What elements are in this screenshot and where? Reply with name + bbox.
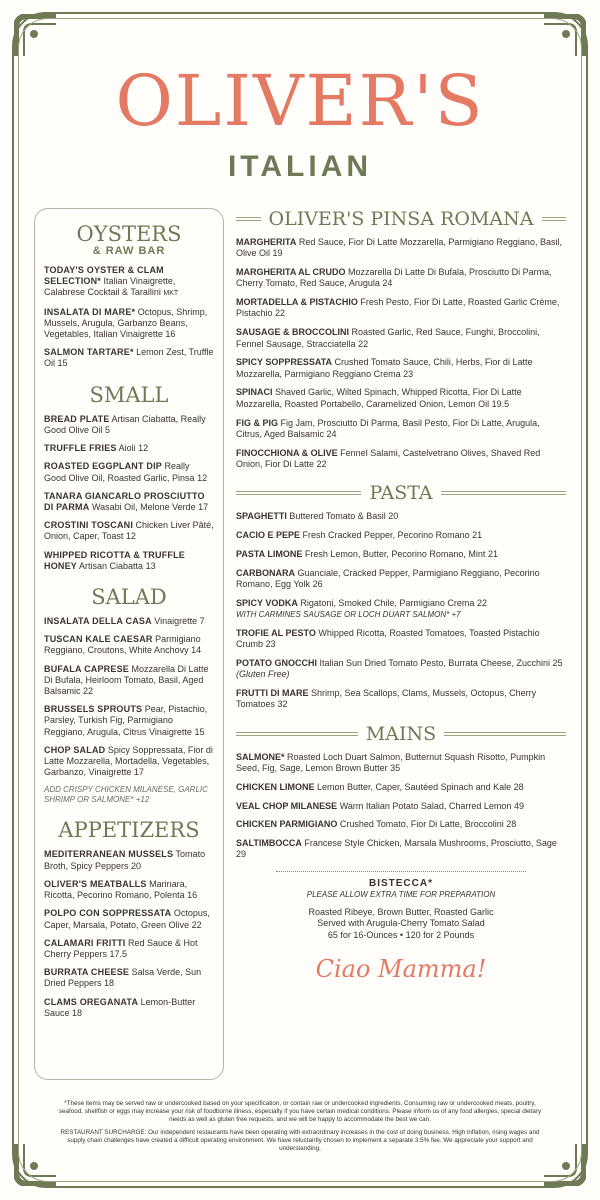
item-price: 29 bbox=[236, 849, 247, 860]
item-price: 12 bbox=[197, 472, 208, 483]
menu-item bbox=[236, 782, 566, 793]
menu-item bbox=[44, 414, 214, 436]
item-price: 14 bbox=[191, 645, 202, 656]
item-description: Really Good Olive Oil, Roasted Garlic, Pinsa bbox=[44, 461, 198, 483]
item-description: Salsa Verde, Sun Dried Peppers bbox=[44, 967, 202, 989]
menu-item bbox=[44, 616, 214, 627]
brand-name: OLIVER'S bbox=[115, 60, 485, 142]
item-description: Roasted Garlic, Red Sauce, Funghi, Broccolini, Fennel Sausage, Stracciatella bbox=[236, 327, 540, 349]
item-description: Fig Jam, Prosciutto Di Parma, Basil Pesto, Fior Di Latte, Arugula, Citrus, Aged Balsamic bbox=[236, 417, 540, 439]
item-price: 22 bbox=[316, 458, 327, 469]
item-description: Artisan Ciabatta, Really Good Olive Oil bbox=[44, 413, 206, 435]
menu-item bbox=[236, 530, 566, 541]
item-name: CHICKEN PARMIGIANO bbox=[236, 819, 338, 830]
item-name: TROFIE AL PESTO bbox=[236, 627, 316, 638]
item-description: Buttered Tomato & Basil bbox=[286, 511, 389, 522]
item-description: Shaved Garlic, Wilted Spinach, Whipped Ricotta, Fior Di Latte Mozzarella, Roasted Portabello, Caramelized Onion, Lemon Oil bbox=[236, 387, 522, 409]
item-name: CLAMS OREGANATA bbox=[44, 996, 139, 1007]
section-header bbox=[236, 482, 566, 504]
item-description: Fresh Lemon, Butter, Pecorino Romano, Mint bbox=[302, 548, 488, 559]
item-price: 17.5 bbox=[109, 948, 128, 959]
footer-disclaimer: *These items may be served raw or undercooked based on your specification, or contain raw or undercooked ingredients. Consuming raw or undercooked meats, poultry, seafood, shellfish or eggs may increase your risk of foodborne illness, especially if you have certain medical conditions. Please inform us of any food allergies, special dietary needs as well as gluten free requests, and we will be happy to accommodate the best we can. bbox=[58, 1100, 542, 1124]
section-note: ADD CRISPY CHICKEN MILANESE, GARLIC SHRIMP OR SALMONE* +12 bbox=[44, 785, 208, 805]
menu-item bbox=[44, 938, 214, 960]
item-name: BREAD PLATE bbox=[44, 413, 110, 424]
footer-surcharge: RESTAURANT SURCHARGE: Our independent restaurants have been operating with extraordinary increases in the cost of doing business. High inflation, rising wages and supply chain challenges have created a difficult operating environment. We have reluctantly chosen to implement a separate 3.5% fee. We appreciate your support and understanding. bbox=[60, 1128, 540, 1153]
menu-item bbox=[236, 658, 566, 681]
item-price: 49 bbox=[513, 800, 524, 811]
menu-item bbox=[236, 237, 566, 260]
divider-line bbox=[236, 217, 261, 221]
bistecca-line: Roasted Ribeye, Brown Butter, Roasted Garlic bbox=[308, 906, 494, 917]
item-description: Guanciale, Cracked Pepper, Parmigiano Reggiano, Pecorino Romano, Egg Yolk bbox=[236, 567, 540, 589]
item-price: 22 bbox=[275, 308, 286, 319]
item-description: Marinara, Ricotta, Pecorino Romano, Polenta bbox=[44, 878, 188, 901]
menu-item bbox=[236, 511, 566, 522]
item-name: MARGHERITA bbox=[236, 237, 297, 247]
item-name: BURRATA CHEESE bbox=[44, 967, 130, 978]
item-description: Mozzarella Di Latte Di Bufala, Heirloom Tomato, Basil, Aged Balsamic bbox=[44, 663, 209, 697]
bistecca-line: Served with Arugula-Cherry Tomato Salad bbox=[317, 918, 485, 929]
item-name: CHOP SALAD bbox=[44, 744, 106, 755]
item-name: TUSCAN KALE CAESAR bbox=[44, 634, 153, 645]
item-price: 21 bbox=[472, 530, 483, 541]
item-price: 22 bbox=[83, 686, 94, 697]
item-note: (Gluten Free) bbox=[236, 669, 290, 680]
item-name: WHIPPED RICOTTA & TRUFFLE HONEY bbox=[44, 549, 185, 571]
section-header bbox=[236, 208, 566, 230]
item-name: MORTADELLA & PISTACHIO bbox=[236, 297, 358, 308]
menu-item bbox=[236, 628, 566, 651]
menu-item bbox=[44, 491, 214, 513]
item-price: 22 bbox=[191, 919, 202, 930]
item-description: Mozzarella Di Latte Di Bufala, Prosciutto Di Parma, Cherry Tomato, Red Sauce, Arugula bbox=[236, 267, 552, 289]
section-title: MAINS bbox=[365, 722, 437, 745]
item-name: BRUSSELS SPROUTS bbox=[44, 704, 143, 715]
item-name: CROSTINI TOSCANI bbox=[44, 520, 134, 531]
item-price: 22 bbox=[358, 338, 369, 349]
menu-item bbox=[236, 549, 566, 560]
item-name: CACIO E PEPE bbox=[236, 530, 301, 541]
item-price: 32 bbox=[277, 699, 288, 710]
item-price: 21 bbox=[487, 548, 498, 559]
bistecca-price: 65 for 16-Ounces • 120 for 2 Pounds bbox=[327, 929, 475, 940]
item-price: 24 bbox=[382, 278, 393, 289]
menu-item bbox=[236, 297, 566, 320]
item-price: 19.5 bbox=[491, 398, 510, 409]
item-description: Parmigiano Reggiano, Croutons, White Anchovy bbox=[44, 634, 201, 656]
section-subtitle: & RAW BAR bbox=[92, 245, 166, 258]
item-price: 16 bbox=[187, 890, 198, 901]
menu-item bbox=[236, 838, 566, 861]
menu-item bbox=[236, 598, 566, 621]
section-title: APPETIZERS bbox=[58, 818, 200, 843]
item-description: Wasabi Oil, Melone Verde bbox=[89, 501, 199, 512]
item-description: Lemon-Butter Sauce bbox=[44, 996, 196, 1018]
section-header bbox=[236, 723, 566, 745]
menu-item bbox=[236, 267, 566, 290]
divider-line bbox=[236, 732, 358, 736]
menu-item bbox=[44, 967, 214, 989]
divider-line bbox=[236, 491, 361, 495]
item-name: MARGHERITA AL CRUDO bbox=[236, 267, 346, 278]
item-price: MKT bbox=[163, 290, 179, 298]
item-description: Roasted Loch Duart Salmon, Butternut Squash Risotto, Pumpkin Seed, Fig, Sage, Lemon Brown Butter bbox=[236, 751, 546, 773]
menu-item bbox=[236, 387, 566, 410]
menu-item bbox=[44, 550, 214, 572]
item-description: Pear, Pistachio, Parsley, Turkish Fig, Parmigiano Reggiano, Arugula, Citrus Vinaigrette bbox=[44, 704, 208, 737]
menu-item bbox=[44, 745, 214, 779]
menu-item bbox=[44, 704, 214, 738]
item-description: Rigatoni, Smoked Chile, Parmigiano Crema bbox=[297, 597, 477, 608]
item-name: FINOCCHIONA & OLIVE bbox=[236, 447, 338, 458]
item-price: 26 bbox=[312, 578, 323, 589]
item-name: INSALATA DELLA CASA bbox=[44, 616, 152, 626]
item-price: 17 bbox=[198, 501, 209, 512]
item-name: CALAMARI FRITTI bbox=[44, 937, 126, 948]
item-name: TRUFFLE FRIES bbox=[44, 443, 117, 454]
item-description: Crushed Tomato Sauce, Chili, Herbs, Fior di Latte Mozzarella, Parmigiano Reggiano Crema bbox=[236, 357, 533, 379]
item-price: 24 bbox=[326, 428, 337, 439]
item-price: 16 bbox=[165, 329, 176, 340]
divider-line bbox=[441, 491, 566, 495]
menu-item bbox=[236, 688, 566, 711]
item-addon: WITH CARMINES SAUSAGE OR LOCH DUART SALMON* +7 bbox=[236, 610, 461, 620]
menu-item bbox=[236, 357, 566, 380]
item-description: Octopus, Caper, Marsala, Potato, Green Olive bbox=[44, 908, 210, 930]
menu-item bbox=[236, 448, 566, 471]
item-description: Chicken Liver Pâté, Onion, Caper, Toast bbox=[44, 520, 214, 542]
section-title: OLIVER'S PINSA ROMANA bbox=[268, 208, 534, 230]
menu-item bbox=[44, 879, 214, 901]
menu-item bbox=[44, 908, 214, 930]
menu-item bbox=[44, 520, 214, 542]
footer bbox=[56, 1100, 544, 1157]
item-price: 22 bbox=[476, 597, 487, 608]
item-name: SPINACI bbox=[236, 387, 273, 398]
menu-item bbox=[236, 801, 566, 812]
item-description: Vinaigrette bbox=[151, 616, 200, 626]
left-menu-column bbox=[34, 208, 224, 1080]
item-name: INSALATA DI MARE* bbox=[44, 306, 136, 317]
item-description: Francese Style Chicken, Marsala Mushrooms, Prosciutto, Sage bbox=[301, 838, 557, 849]
item-price: 17 bbox=[133, 767, 144, 778]
right-menu-column bbox=[236, 208, 566, 983]
item-description: Tomato Broth, Spicy Peppers bbox=[44, 849, 206, 871]
item-name: SAUSAGE & BROCCOLINI bbox=[236, 327, 350, 338]
item-description: Fresh Cracked Pepper, Pecorino Romano bbox=[300, 530, 473, 541]
menu-item bbox=[44, 347, 214, 369]
menu-item bbox=[236, 418, 566, 441]
item-description: Shrimp, Sea Scallops, Clams, Mussels, Octopus, Cherry Tomatoes bbox=[236, 688, 537, 710]
divider-line bbox=[444, 732, 566, 736]
item-name: TANARA GIANCARLO PROSCIUTTO DI PARMA bbox=[44, 490, 205, 512]
item-description: Lemon Zest, Truffle Oil bbox=[44, 347, 214, 369]
item-price: 20 bbox=[131, 860, 142, 871]
item-price: 18 bbox=[72, 1007, 83, 1018]
item-name: OLIVER'S MEATBALLS bbox=[44, 878, 147, 889]
menu-item bbox=[44, 664, 214, 698]
item-description: Aioli bbox=[116, 443, 139, 454]
item-name: PASTA LIMONE bbox=[236, 548, 303, 559]
item-name: SPAGHETTI bbox=[236, 511, 287, 522]
item-description: Fresh Pesto, Fior Di Latte, Roasted Garlic Crème, Pistachio bbox=[236, 297, 560, 319]
item-price: 19 bbox=[272, 248, 283, 259]
item-description: Warm Italian Potato Salad, Charred Lemon bbox=[337, 800, 514, 811]
item-name: ROASTED EGGPLANT DIP bbox=[44, 461, 163, 472]
menu-item bbox=[236, 752, 566, 775]
item-name: SPICY SOPPRESSATA bbox=[236, 357, 333, 368]
item-description: Lemon Butter, Caper, Sautéed Spinach and Kale bbox=[314, 781, 514, 792]
bistecca-title: BISTECCA* bbox=[368, 877, 433, 889]
section-title: PASTA bbox=[369, 482, 433, 505]
item-description: Italian Sun Dried Tomato Pesto, Burrata Cheese, Zucchini bbox=[317, 657, 553, 668]
item-name: CHICKEN LIMONE bbox=[236, 781, 315, 792]
item-name: VEAL CHOP MILANESE bbox=[236, 800, 338, 811]
item-name: SALMONE* bbox=[236, 751, 285, 762]
item-price: 12 bbox=[138, 443, 149, 454]
section-title: SALAD bbox=[91, 584, 167, 609]
item-name: BUFALA CAPRESE bbox=[44, 663, 129, 674]
item-description: Octopus, Shrimp, Mussels, Arugula, Garbanzo Beans, Vegetables, Italian Vinaigrette bbox=[44, 306, 208, 340]
item-description: Red Sauce & Hot Cherry Peppers bbox=[44, 937, 198, 959]
section-title: OYSTERS bbox=[76, 222, 182, 246]
signoff: Ciao Mamma! bbox=[315, 955, 487, 984]
bistecca-block bbox=[236, 878, 566, 942]
item-price: 23 bbox=[403, 368, 414, 379]
dotted-divider bbox=[276, 871, 526, 872]
item-price: 23 bbox=[265, 639, 276, 650]
divider-line bbox=[542, 217, 567, 221]
item-price: 25 bbox=[552, 657, 563, 668]
item-name: TODAY'S OYSTER & CLAM SELECTION* bbox=[44, 265, 164, 287]
item-price: 20 bbox=[388, 511, 399, 522]
item-name: CARBONARA bbox=[236, 567, 295, 578]
item-price: 5 bbox=[105, 424, 111, 435]
item-price: 18 bbox=[104, 978, 115, 989]
item-name: POLPO CON SOPPRESSATA bbox=[44, 908, 172, 919]
item-price: 12 bbox=[125, 531, 136, 542]
menu-item bbox=[236, 819, 566, 830]
item-name: FRUTTI DI MARE bbox=[236, 688, 309, 699]
menu-item bbox=[44, 634, 214, 656]
menu-item bbox=[44, 443, 214, 454]
menu-item bbox=[44, 461, 214, 483]
item-name: FIG & PIG bbox=[236, 417, 279, 428]
item-price: 13 bbox=[145, 560, 156, 571]
item-description: Whipped Ricotta, Roasted Tomatoes, Toasted Pistachio Crumb bbox=[236, 627, 540, 650]
menu-item bbox=[236, 327, 566, 350]
item-name: SALTIMBOCCA bbox=[236, 838, 302, 849]
item-name: MEDITERRANEAN MUSSELS bbox=[44, 849, 174, 860]
item-description: Fennel Salami, Castelvetrano Olives, Shaved Red Onion, Fior Di Latte bbox=[236, 447, 541, 469]
item-price: 28 bbox=[506, 819, 517, 830]
brand-subtitle: ITALIAN bbox=[227, 150, 373, 183]
item-price: 35 bbox=[390, 762, 401, 773]
item-name: POTATO GNOCCHI bbox=[236, 657, 317, 668]
item-description: Crushed Tomato, Fior Di Latte, Broccolini bbox=[337, 819, 507, 830]
item-description: Artisan Ciabatta bbox=[77, 560, 146, 571]
section-title: SMALL bbox=[89, 382, 169, 407]
item-description: Red Sauce, Fior Di Latte Mozzarella, Parmigiano Reggiano, Basil, Olive Oil bbox=[236, 237, 562, 259]
item-description: Spicy Soppressata, Fior di Latte Mozzarella, Mortadella, Vegetables, Garbanzo, Vinaigrette bbox=[44, 744, 213, 778]
menu-item bbox=[236, 568, 566, 591]
menu-item bbox=[44, 307, 214, 341]
item-price: 28 bbox=[513, 781, 524, 792]
item-description: Italian Vinaigrette, Calabrese Cocktail & Tarallini bbox=[44, 276, 176, 298]
item-price: 7 bbox=[199, 616, 205, 626]
item-price: 15 bbox=[194, 726, 205, 737]
item-price: 15 bbox=[57, 358, 68, 369]
menu-item bbox=[44, 265, 214, 300]
item-name: SALMON TARTARE* bbox=[44, 347, 134, 358]
bistecca-note: PLEASE ALLOW EXTRA TIME FOR PREPARATION bbox=[306, 890, 496, 900]
menu-item bbox=[44, 849, 214, 871]
menu-item bbox=[44, 997, 214, 1019]
item-name: SPICY VODKA bbox=[236, 597, 298, 608]
